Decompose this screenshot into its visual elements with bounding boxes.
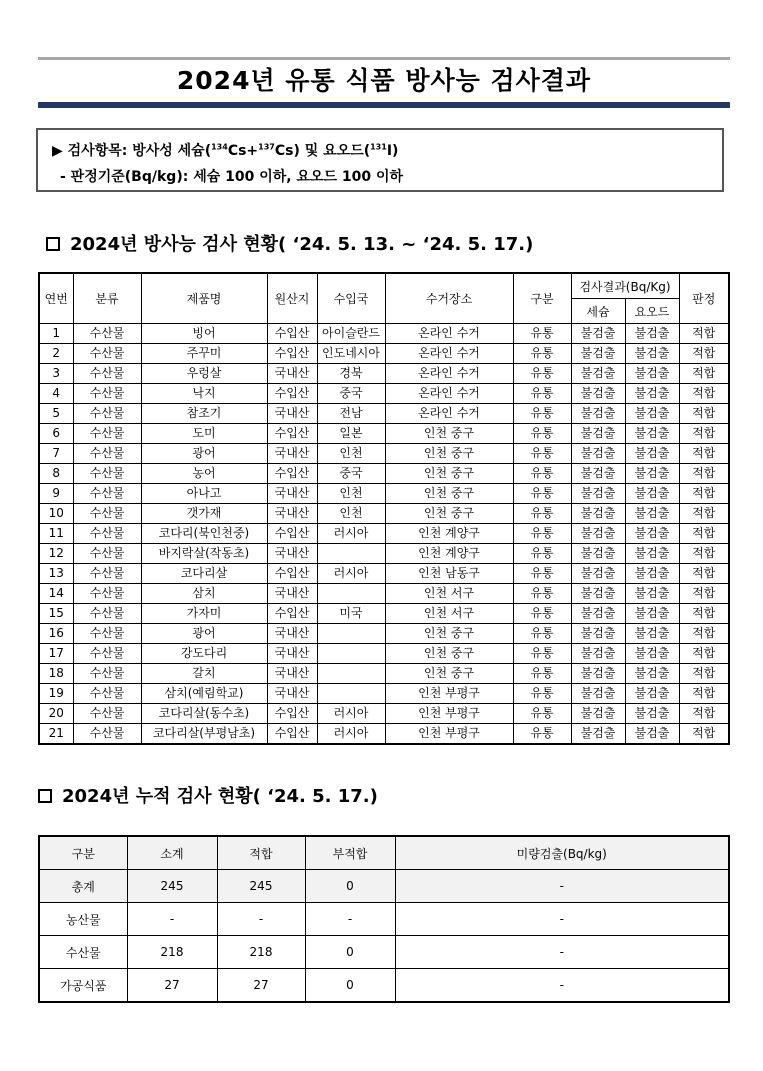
section-cumulative-title: 2024년 누적 검사 현황( ‘24. 5. 17.) <box>62 786 378 807</box>
cell-collect-place: 인천 중구 <box>385 464 513 484</box>
section-weekly-title: 2024년 방사능 검사 현황( ‘24. 5. 13. ~ ‘24. 5. 17.) <box>70 234 534 255</box>
cell-type: 유통 <box>513 484 571 504</box>
cell-type: 유통 <box>513 664 571 684</box>
cell-collect-place: 인천 중구 <box>385 664 513 684</box>
cumulative-table <box>38 835 730 1003</box>
cell-category: 수산물 <box>73 604 141 624</box>
info-box <box>36 128 724 192</box>
table-row <box>39 364 729 384</box>
cell-judgement: 적합 <box>679 464 729 484</box>
cell-category: 수산물 <box>73 324 141 344</box>
cumulative-cell: 가공식품 <box>39 969 127 1003</box>
cell-cesium: 불검출 <box>571 644 625 664</box>
cell-iodine: 불검출 <box>625 604 679 624</box>
cell-category: 수산물 <box>73 464 141 484</box>
header-category: 분류 <box>73 273 141 324</box>
cell-type: 유통 <box>513 364 571 384</box>
cell-iodine: 불검출 <box>625 584 679 604</box>
header-iodine: 요오드 <box>625 299 679 324</box>
cell-collect-place: 인천 남동구 <box>385 564 513 584</box>
cell-cesium: 불검출 <box>571 484 625 504</box>
cell-product: 삼치 <box>141 584 267 604</box>
cell-category: 수산물 <box>73 424 141 444</box>
cell-cesium: 불검출 <box>571 504 625 524</box>
header-origin: 원산지 <box>267 273 317 324</box>
cell-category: 수산물 <box>73 404 141 424</box>
cell-category: 수산물 <box>73 544 141 564</box>
table-row <box>39 384 729 404</box>
cell-import-country <box>317 684 385 704</box>
cell-iodine: 불검출 <box>625 444 679 464</box>
cell-origin: 수입산 <box>267 604 317 624</box>
table-row <box>39 969 729 1003</box>
table-row <box>39 724 729 745</box>
cell-collect-place: 인천 계양구 <box>385 544 513 564</box>
cell-type: 유통 <box>513 684 571 704</box>
cell-collect-place: 온라인 수거 <box>385 404 513 424</box>
cell-origin: 국내산 <box>267 684 317 704</box>
cell-import-country: 러시아 <box>317 524 385 544</box>
cell-iodine: 불검출 <box>625 524 679 544</box>
cell-type: 유통 <box>513 584 571 604</box>
info-cs: Cs+ <box>227 143 259 159</box>
cell-cesium: 불검출 <box>571 524 625 544</box>
cell-no: 17 <box>39 644 73 664</box>
isotope-134: 134 <box>211 142 228 152</box>
cumulative-cell: - <box>395 903 729 936</box>
cell-import-country: 인천 <box>317 484 385 504</box>
cell-judgement: 적합 <box>679 344 729 364</box>
cell-import-country: 인천 <box>317 444 385 464</box>
cell-import-country <box>317 584 385 604</box>
cell-iodine: 불검출 <box>625 344 679 364</box>
cell-judgement: 적합 <box>679 504 729 524</box>
table-row <box>39 644 729 664</box>
cell-import-country: 아이슬란드 <box>317 324 385 344</box>
cell-cesium: 불검출 <box>571 344 625 364</box>
cell-category: 수산물 <box>73 504 141 524</box>
cumulative-header-cell: 부적합 <box>305 836 395 870</box>
checkbox-icon <box>46 237 60 251</box>
cell-collect-place: 인천 서구 <box>385 604 513 624</box>
cell-judgement: 적합 <box>679 484 729 504</box>
cell-collect-place: 인천 부평구 <box>385 724 513 745</box>
cell-import-country: 러시아 <box>317 704 385 724</box>
cell-product: 주꾸미 <box>141 344 267 364</box>
cell-collect-place: 인천 서구 <box>385 584 513 604</box>
table-row <box>39 344 729 364</box>
cumulative-cell: 농산물 <box>39 903 127 936</box>
cell-cesium: 불검출 <box>571 584 625 604</box>
cell-import-country: 중국 <box>317 464 385 484</box>
cell-cesium: 불검출 <box>571 704 625 724</box>
cell-judgement: 적합 <box>679 524 729 544</box>
cell-product: 참조기 <box>141 404 267 424</box>
cell-product: 도미 <box>141 424 267 444</box>
cumulative-cell: 0 <box>305 870 395 903</box>
cell-origin: 수입산 <box>267 724 317 745</box>
cell-import-country: 중국 <box>317 384 385 404</box>
cell-collect-place: 온라인 수거 <box>385 324 513 344</box>
cell-iodine: 불검출 <box>625 364 679 384</box>
cell-judgement: 적합 <box>679 384 729 404</box>
table-row <box>39 544 729 564</box>
cell-product: 바지락살(작동초) <box>141 544 267 564</box>
cell-import-country: 러시아 <box>317 564 385 584</box>
cell-no: 9 <box>39 484 73 504</box>
cell-judgement: 적합 <box>679 584 729 604</box>
cell-category: 수산물 <box>73 624 141 644</box>
cell-iodine: 불검출 <box>625 704 679 724</box>
cell-iodine: 불검출 <box>625 544 679 564</box>
cumulative-cell: - <box>395 936 729 969</box>
cell-type: 유통 <box>513 604 571 624</box>
table-row <box>39 684 729 704</box>
cell-type: 유통 <box>513 404 571 424</box>
cell-cesium: 불검출 <box>571 684 625 704</box>
cell-category: 수산물 <box>73 444 141 464</box>
cell-no: 13 <box>39 564 73 584</box>
cumulative-cell: 245 <box>127 870 217 903</box>
cell-category: 수산물 <box>73 484 141 504</box>
cell-judgement: 적합 <box>679 644 729 664</box>
cell-product: 코다리살(부평남초) <box>141 724 267 745</box>
cumulative-header-cell: 미량검출(Bq/kg) <box>395 836 729 870</box>
cell-category: 수산물 <box>73 564 141 584</box>
cell-collect-place: 인천 중구 <box>385 504 513 524</box>
table-row <box>39 404 729 424</box>
cell-collect-place: 인천 중구 <box>385 444 513 464</box>
table-row <box>39 624 729 644</box>
cell-origin: 국내산 <box>267 484 317 504</box>
cumulative-cell: 0 <box>305 969 395 1003</box>
cell-no: 12 <box>39 544 73 564</box>
cumulative-header-cell: 소계 <box>127 836 217 870</box>
cell-collect-place: 온라인 수거 <box>385 384 513 404</box>
cumulative-cell: 총계 <box>39 870 127 903</box>
cell-judgement: 적합 <box>679 424 729 444</box>
cell-origin: 국내산 <box>267 584 317 604</box>
cell-origin: 국내산 <box>267 504 317 524</box>
cumulative-header-row <box>39 836 729 870</box>
cell-import-country: 전남 <box>317 404 385 424</box>
cell-judgement: 적합 <box>679 544 729 564</box>
section-weekly-heading <box>46 230 533 256</box>
cell-no: 15 <box>39 604 73 624</box>
cell-no: 14 <box>39 584 73 604</box>
table-row <box>39 484 729 504</box>
cumulative-cell: - <box>395 969 729 1003</box>
header-judgement: 판정 <box>679 273 729 324</box>
cell-category: 수산물 <box>73 704 141 724</box>
cell-product: 코다리(북인천중) <box>141 524 267 544</box>
section-cumulative-heading <box>38 782 378 808</box>
cell-product: 아나고 <box>141 484 267 504</box>
cumulative-header-cell: 적합 <box>217 836 305 870</box>
cell-cesium: 불검출 <box>571 544 625 564</box>
cell-category: 수산물 <box>73 524 141 544</box>
cell-product: 삼치(예림학교) <box>141 684 267 704</box>
cell-cesium: 불검출 <box>571 384 625 404</box>
cell-iodine: 불검출 <box>625 664 679 684</box>
cell-judgement: 적합 <box>679 604 729 624</box>
cell-cesium: 불검출 <box>571 564 625 584</box>
cell-judgement: 적합 <box>679 444 729 464</box>
cell-no: 3 <box>39 364 73 384</box>
cell-origin: 수입산 <box>267 344 317 364</box>
checkbox-icon <box>38 789 52 803</box>
cell-judgement: 적합 <box>679 684 729 704</box>
cell-category: 수산물 <box>73 644 141 664</box>
table-row <box>39 870 729 903</box>
cell-judgement: 적합 <box>679 624 729 644</box>
cell-no: 8 <box>39 464 73 484</box>
cell-category: 수산물 <box>73 584 141 604</box>
cumulative-cell: - <box>217 903 305 936</box>
cell-product: 코다리살 <box>141 564 267 584</box>
cell-type: 유통 <box>513 704 571 724</box>
cell-collect-place: 인천 중구 <box>385 624 513 644</box>
cell-type: 유통 <box>513 504 571 524</box>
cell-cesium: 불검출 <box>571 324 625 344</box>
table-row <box>39 936 729 969</box>
cell-type: 유통 <box>513 544 571 564</box>
info-criteria: - 판정기준(Bq/kg): 세슘 100 이하, 요오드 100 이하 <box>60 169 404 185</box>
table-row <box>39 704 729 724</box>
isotope-137: 137 <box>258 142 275 152</box>
cell-no: 19 <box>39 684 73 704</box>
cell-judgement: 적합 <box>679 724 729 745</box>
cell-judgement: 적합 <box>679 324 729 344</box>
cell-category: 수산물 <box>73 664 141 684</box>
cell-origin: 국내산 <box>267 664 317 684</box>
header-type: 구분 <box>513 273 571 324</box>
cell-type: 유통 <box>513 524 571 544</box>
table-row <box>39 604 729 624</box>
cell-cesium: 불검출 <box>571 404 625 424</box>
cell-product: 우렁살 <box>141 364 267 384</box>
cell-origin: 국내산 <box>267 624 317 644</box>
cell-collect-place: 인천 부평구 <box>385 704 513 724</box>
cell-cesium: 불검출 <box>571 424 625 444</box>
cell-category: 수산물 <box>73 724 141 745</box>
cell-iodine: 불검출 <box>625 504 679 524</box>
cell-category: 수산물 <box>73 684 141 704</box>
cell-no: 16 <box>39 624 73 644</box>
cumulative-cell: 245 <box>217 870 305 903</box>
cell-type: 유통 <box>513 644 571 664</box>
cell-no: 10 <box>39 504 73 524</box>
cell-product: 빙어 <box>141 324 267 344</box>
results-table <box>38 272 730 745</box>
table-row <box>39 464 729 484</box>
cell-import-country <box>317 644 385 664</box>
cell-import-country <box>317 664 385 684</box>
cell-collect-place: 온라인 수거 <box>385 344 513 364</box>
cell-no: 21 <box>39 724 73 745</box>
table-row <box>39 504 729 524</box>
cell-judgement: 적합 <box>679 704 729 724</box>
cell-import-country: 경북 <box>317 364 385 384</box>
cell-cesium: 불검출 <box>571 604 625 624</box>
cell-product: 광어 <box>141 444 267 464</box>
cell-no: 11 <box>39 524 73 544</box>
cumulative-cell: 0 <box>305 936 395 969</box>
cumulative-cell: 218 <box>217 936 305 969</box>
title-underline <box>38 102 730 108</box>
cell-type: 유통 <box>513 464 571 484</box>
cell-category: 수산물 <box>73 364 141 384</box>
cell-iodine: 불검출 <box>625 484 679 504</box>
cell-category: 수산물 <box>73 344 141 364</box>
cell-origin: 수입산 <box>267 524 317 544</box>
cell-no: 1 <box>39 324 73 344</box>
cell-cesium: 불검출 <box>571 464 625 484</box>
cell-collect-place: 온라인 수거 <box>385 364 513 384</box>
cell-cesium: 불검출 <box>571 624 625 644</box>
cell-type: 유통 <box>513 564 571 584</box>
cell-cesium: 불검출 <box>571 724 625 745</box>
cell-iodine: 불검출 <box>625 724 679 745</box>
cell-iodine: 불검출 <box>625 424 679 444</box>
table-row <box>39 664 729 684</box>
cell-import-country: 미국 <box>317 604 385 624</box>
cumulative-cell: 27 <box>127 969 217 1003</box>
cell-category: 수산물 <box>73 384 141 404</box>
cell-origin: 국내산 <box>267 544 317 564</box>
cell-import-country <box>317 544 385 564</box>
cell-import-country: 인천 <box>317 504 385 524</box>
cumulative-cell: 27 <box>217 969 305 1003</box>
cell-iodine: 불검출 <box>625 564 679 584</box>
cumulative-cell: - <box>395 870 729 903</box>
cell-product: 코다리살(동수초) <box>141 704 267 724</box>
table-row <box>39 444 729 464</box>
cell-judgement: 적합 <box>679 664 729 684</box>
header-cesium: 세슘 <box>571 299 625 324</box>
page-title: 2024년 유통 식품 방사능 검사결과 <box>176 66 592 95</box>
table-row <box>39 424 729 444</box>
cell-collect-place: 인천 계양구 <box>385 524 513 544</box>
cell-collect-place: 인천 중구 <box>385 484 513 504</box>
cumulative-cell: - <box>127 903 217 936</box>
cell-type: 유통 <box>513 444 571 464</box>
cell-type: 유통 <box>513 324 571 344</box>
cumulative-cell: 수산물 <box>39 936 127 969</box>
cell-type: 유통 <box>513 424 571 444</box>
top-rule <box>38 57 730 60</box>
cell-type: 유통 <box>513 724 571 745</box>
cell-collect-place: 인천 부평구 <box>385 684 513 704</box>
cell-no: 2 <box>39 344 73 364</box>
header-no: 연번 <box>39 273 73 324</box>
table-row <box>39 524 729 544</box>
cell-iodine: 불검출 <box>625 384 679 404</box>
cell-iodine: 불검출 <box>625 464 679 484</box>
info-test-items <box>52 140 398 160</box>
cell-origin: 수입산 <box>267 464 317 484</box>
info-prefix: ▶ 검사항목: 방사성 세슘( <box>52 143 212 159</box>
header-product: 제품명 <box>141 273 267 324</box>
cell-origin: 수입산 <box>267 424 317 444</box>
cell-iodine: 불검출 <box>625 684 679 704</box>
cumulative-cell: - <box>305 903 395 936</box>
info-iodine: Cs) 및 요오드( <box>274 143 371 159</box>
cell-origin: 수입산 <box>267 704 317 724</box>
cell-product: 갯가재 <box>141 504 267 524</box>
cell-judgement: 적합 <box>679 564 729 584</box>
cell-iodine: 불검출 <box>625 624 679 644</box>
cell-import-country: 러시아 <box>317 724 385 745</box>
cell-cesium: 불검출 <box>571 364 625 384</box>
cell-origin: 수입산 <box>267 324 317 344</box>
cell-iodine: 불검출 <box>625 644 679 664</box>
cell-origin: 수입산 <box>267 564 317 584</box>
cell-origin: 국내산 <box>267 364 317 384</box>
cell-cesium: 불검출 <box>571 664 625 684</box>
cell-no: 18 <box>39 664 73 684</box>
header-result: 검사결과(Bq/Kg) <box>571 273 679 299</box>
cell-type: 유통 <box>513 624 571 644</box>
cell-origin: 국내산 <box>267 444 317 464</box>
table-row <box>39 584 729 604</box>
cell-type: 유통 <box>513 384 571 404</box>
cell-import-country: 일본 <box>317 424 385 444</box>
cumulative-cell: 218 <box>127 936 217 969</box>
cell-product: 갈치 <box>141 664 267 684</box>
cell-iodine: 불검출 <box>625 324 679 344</box>
cell-product: 낙지 <box>141 384 267 404</box>
info-suffix: I) <box>386 143 399 159</box>
cell-collect-place: 인천 중구 <box>385 424 513 444</box>
cell-product: 강도다리 <box>141 644 267 664</box>
table-row <box>39 564 729 584</box>
isotope-131: 131 <box>370 142 387 152</box>
table-row <box>39 903 729 936</box>
cell-cesium: 불검출 <box>571 444 625 464</box>
cell-iodine: 불검출 <box>625 404 679 424</box>
table-row <box>39 324 729 344</box>
cell-origin: 국내산 <box>267 404 317 424</box>
cell-collect-place: 인천 중구 <box>385 644 513 664</box>
cell-no: 6 <box>39 424 73 444</box>
cell-no: 7 <box>39 444 73 464</box>
cell-type: 유통 <box>513 344 571 364</box>
cell-judgement: 적합 <box>679 404 729 424</box>
cell-import-country <box>317 624 385 644</box>
cell-no: 5 <box>39 404 73 424</box>
cumulative-header-cell: 구분 <box>39 836 127 870</box>
cell-product: 광어 <box>141 624 267 644</box>
cell-origin: 국내산 <box>267 644 317 664</box>
cell-no: 4 <box>39 384 73 404</box>
cell-product: 가자미 <box>141 604 267 624</box>
cell-import-country: 인도네시아 <box>317 344 385 364</box>
cell-product: 농어 <box>141 464 267 484</box>
cell-no: 20 <box>39 704 73 724</box>
cell-judgement: 적합 <box>679 364 729 384</box>
header-import-country: 수입국 <box>317 273 385 324</box>
header-collect-place: 수거장소 <box>385 273 513 324</box>
cell-origin: 수입산 <box>267 384 317 404</box>
